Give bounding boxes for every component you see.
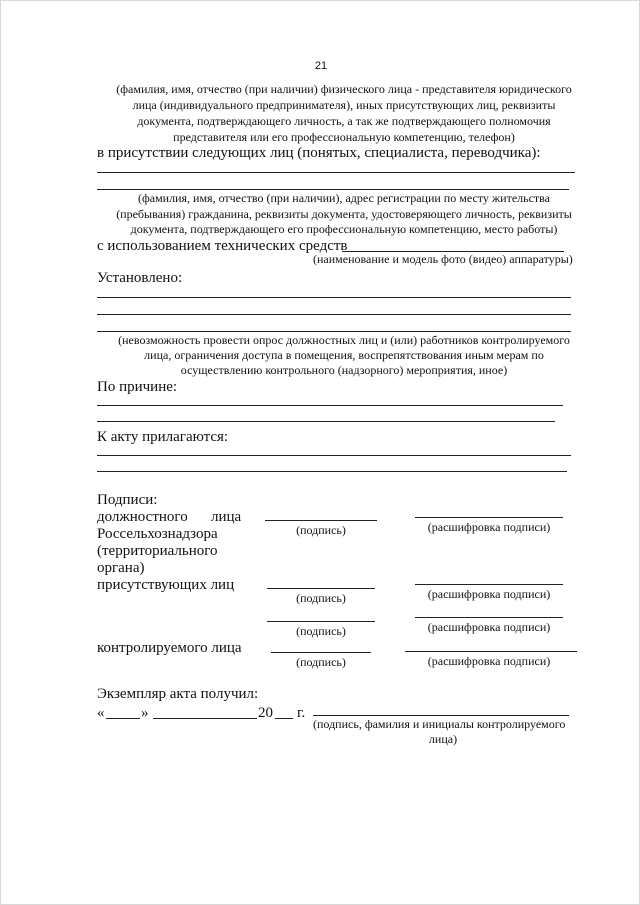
reason-field-line[interactable] — [97, 421, 555, 422]
attached-field-line[interactable] — [97, 455, 571, 456]
signature-caption: (подпись) — [296, 655, 346, 669]
controlled-decrypt-line[interactable] — [405, 651, 577, 652]
established-caption-line: (невозможность провести опрос должностных лиц и (или) работников контролируемого — [118, 333, 570, 347]
receipt-label: Экземпляр акта получил: — [97, 686, 259, 702]
presence-label: в присутствии следующих лиц (понятых, специалиста, переводчика): — [97, 145, 541, 161]
official-line: (территориального — [97, 543, 218, 559]
attached-label: К акту прилагаются: — [97, 429, 229, 445]
established-caption-line: осуществлению контрольного (надзорного) мероприятия, иное) — [180, 363, 508, 377]
representative-caption-line: документа, подтверждающего личность, а так же подтверждающего полномочия — [137, 114, 551, 128]
receipt-caption-line: (подпись, фамилия и инициалы контролируемого — [313, 717, 566, 731]
persons-caption-line: (пребывания) гражданина, реквизиты документа, удостоверяющего личность, реквизиты — [116, 207, 572, 221]
decrypt-caption: (расшифровка подписи) — [427, 620, 551, 634]
representative-caption-line: (фамилия, имя, отчество (при наличии) физического лица - представителя юридического — [116, 82, 572, 96]
year-suffix: г. — [297, 705, 306, 721]
present-signature-line[interactable] — [267, 588, 375, 589]
present-persons-label: присутствующих лиц — [97, 577, 235, 593]
receipt-caption-line: лица) — [428, 732, 458, 746]
established-field-line[interactable] — [97, 297, 571, 298]
decrypt-caption: (расшифровка подписи) — [427, 654, 551, 668]
tech-means-caption: (наименование и модель фото (видео) аппаратуры) — [313, 252, 573, 266]
present-decrypt-line[interactable] — [415, 584, 563, 585]
tech-means-label: с использованием технических средств — [97, 238, 348, 254]
representative-caption-line: лица (индивидуального предпринимателя), иных присутствующих лиц, реквизиты — [132, 98, 556, 112]
persons-caption-line: (фамилия, имя, отчество (при наличии), адрес регистрации по месту жительства — [137, 191, 551, 205]
year-field-line[interactable] — [275, 718, 293, 719]
official-word: лица — [211, 509, 242, 525]
month-field-line[interactable] — [153, 718, 257, 719]
representative-caption-line: представителя или его профессиональную компетенцию, телефон) — [173, 130, 515, 144]
official-word: должностного — [97, 509, 188, 525]
receipt-signature-line[interactable] — [313, 715, 569, 716]
controlled-signature-line[interactable] — [271, 652, 371, 653]
presence-field-line[interactable] — [97, 172, 575, 173]
reason-label: По причине: — [97, 379, 178, 395]
reason-field-line[interactable] — [97, 405, 563, 406]
presence-field-line[interactable] — [97, 189, 569, 190]
signature-caption: (подпись) — [296, 591, 346, 605]
established-caption-line: лица, ограничения доступа в помещения, воспрепятствования иным мерам по — [144, 348, 544, 362]
official-signature-line[interactable] — [265, 520, 377, 521]
established-field-line[interactable] — [97, 331, 571, 332]
signature-caption: (подпись) — [296, 624, 346, 638]
controlled-person-label: контролируемого лица — [97, 640, 242, 656]
signatures-label: Подписи: — [97, 492, 158, 508]
year-prefix: 20 — [258, 705, 273, 721]
open-quote: « — [97, 705, 105, 721]
present-decrypt-line[interactable] — [415, 617, 563, 618]
decrypt-caption: (расшифровка подписи) — [427, 520, 551, 534]
official-line: органа) — [97, 560, 145, 576]
official-decrypt-line[interactable] — [415, 517, 563, 518]
persons-caption-line: документа, подтверждающего его профессиональную компетенцию, место работы) — [130, 222, 558, 236]
close-quote: » — [141, 705, 149, 721]
established-field-line[interactable] — [97, 314, 571, 315]
page-number: 21 — [314, 60, 328, 72]
present-signature-line[interactable] — [267, 621, 375, 622]
established-label: Установлено: — [97, 270, 183, 286]
signature-caption: (подпись) — [296, 523, 346, 537]
attached-field-line[interactable] — [97, 471, 567, 472]
official-line: Россельхознадзора — [97, 526, 218, 542]
decrypt-caption: (расшифровка подписи) — [427, 587, 551, 601]
day-field-line[interactable] — [106, 718, 140, 719]
